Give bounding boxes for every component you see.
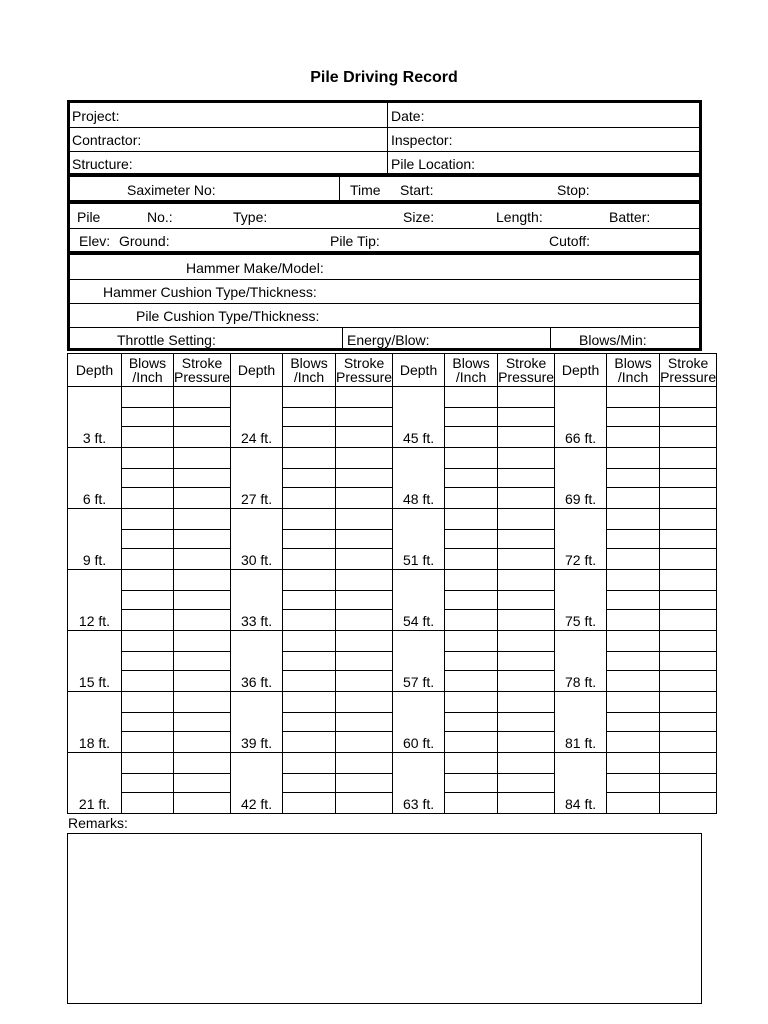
stroke-pressure-cell[interactable] bbox=[336, 631, 393, 652]
grid-row bbox=[68, 408, 717, 427]
stroke-pressure-cell[interactable] bbox=[336, 652, 393, 671]
stroke-header-line2: Pressure bbox=[498, 369, 555, 385]
blows-per-inch-cell[interactable] bbox=[607, 652, 660, 671]
blows-per-inch-cell[interactable] bbox=[283, 387, 336, 408]
stroke-pressure-cell[interactable] bbox=[660, 631, 717, 652]
pile-cushion-field[interactable]: Pile Cushion Type/Thickness: bbox=[136, 308, 320, 324]
blows-per-inch-cell[interactable] bbox=[445, 570, 498, 591]
blows-per-inch-cell[interactable] bbox=[122, 671, 174, 692]
blows-per-inch-cell[interactable] bbox=[445, 692, 498, 713]
depth-cell: 78 ft. bbox=[555, 631, 607, 692]
stroke-pressure-cell[interactable] bbox=[660, 774, 717, 793]
pile-no-field[interactable]: No.: bbox=[147, 209, 173, 225]
grid-row bbox=[68, 692, 717, 713]
pile-label: Pile bbox=[77, 209, 101, 225]
grid-row bbox=[68, 652, 717, 671]
stroke-pressure-cell[interactable] bbox=[498, 610, 555, 631]
blows-per-inch-cell[interactable] bbox=[283, 549, 336, 570]
stroke-pressure-cell[interactable] bbox=[174, 530, 231, 549]
stroke-pressure-cell[interactable] bbox=[498, 448, 555, 469]
stroke-pressure-cell[interactable] bbox=[174, 387, 231, 408]
blows-per-inch-cell[interactable] bbox=[122, 753, 174, 774]
blows-per-inch-header bbox=[445, 354, 498, 387]
depth-header: Depth bbox=[68, 354, 122, 387]
grid-row bbox=[68, 387, 717, 408]
project-info-section bbox=[67, 100, 702, 176]
depth-cell: 72 ft. bbox=[555, 509, 607, 570]
blows-per-inch-cell[interactable] bbox=[607, 732, 660, 753]
stroke-pressure-cell[interactable] bbox=[174, 570, 231, 591]
stroke-pressure-cell[interactable] bbox=[498, 427, 555, 448]
blows-min-field[interactable]: Blows/Min: bbox=[579, 332, 647, 348]
depth-cell: 21 ft. bbox=[68, 753, 122, 814]
stroke-pressure-cell[interactable] bbox=[498, 509, 555, 530]
blows-per-inch-cell[interactable] bbox=[122, 469, 174, 488]
stroke-pressure-cell[interactable] bbox=[174, 591, 231, 610]
stroke-pressure-cell[interactable] bbox=[660, 652, 717, 671]
blows-per-inch-cell[interactable] bbox=[607, 408, 660, 427]
stroke-pressure-cell[interactable] bbox=[336, 671, 393, 692]
blows-per-inch-cell[interactable] bbox=[122, 530, 174, 549]
blows-per-inch-cell[interactable] bbox=[607, 549, 660, 570]
hammer-section bbox=[67, 252, 702, 351]
blows-header-line2: /Inch bbox=[293, 369, 325, 385]
stroke-pressure-cell[interactable] bbox=[174, 671, 231, 692]
stroke-pressure-cell[interactable] bbox=[174, 774, 231, 793]
blows-per-inch-cell[interactable] bbox=[122, 631, 174, 652]
grid-row bbox=[68, 469, 717, 488]
blows-per-inch-cell[interactable] bbox=[607, 448, 660, 469]
blows-per-inch-cell[interactable] bbox=[122, 713, 174, 732]
depth-cell: 18 ft. bbox=[68, 692, 122, 753]
cutoff-field[interactable]: Cutoff: bbox=[549, 233, 590, 249]
stroke-pressure-cell[interactable] bbox=[498, 652, 555, 671]
blows-per-inch-cell[interactable] bbox=[607, 427, 660, 448]
depth-cell: 30 ft. bbox=[231, 509, 283, 570]
blows-per-inch-cell[interactable] bbox=[607, 591, 660, 610]
stroke-pressure-cell[interactable] bbox=[336, 488, 393, 509]
blow-count-grid bbox=[67, 353, 717, 814]
blows-per-inch-cell[interactable] bbox=[122, 652, 174, 671]
depth-cell: 12 ft. bbox=[68, 570, 122, 631]
stroke-pressure-cell[interactable] bbox=[174, 610, 231, 631]
blows-per-inch-cell[interactable] bbox=[283, 570, 336, 591]
elev-label: Elev: bbox=[79, 233, 111, 249]
stroke-pressure-cell[interactable] bbox=[336, 610, 393, 631]
grid-row bbox=[68, 631, 717, 652]
stroke-pressure-cell[interactable] bbox=[336, 469, 393, 488]
stroke-pressure-cell[interactable] bbox=[660, 692, 717, 713]
blows-per-inch-cell[interactable] bbox=[122, 732, 174, 753]
depth-cell: 75 ft. bbox=[555, 570, 607, 631]
depth-cell: 60 ft. bbox=[393, 692, 445, 753]
stroke-pressure-cell[interactable] bbox=[498, 753, 555, 774]
blows-per-inch-cell[interactable] bbox=[445, 591, 498, 610]
stroke-pressure-cell[interactable] bbox=[660, 671, 717, 692]
blows-per-inch-cell[interactable] bbox=[445, 774, 498, 793]
stroke-pressure-cell[interactable] bbox=[498, 732, 555, 753]
inspector-field[interactable]: Inspector: bbox=[391, 132, 453, 148]
stroke-pressure-cell[interactable] bbox=[498, 488, 555, 509]
remarks-box[interactable] bbox=[67, 833, 702, 1004]
blows-per-inch-cell[interactable] bbox=[283, 509, 336, 530]
stroke-pressure-cell[interactable] bbox=[498, 591, 555, 610]
depth-cell: 45 ft. bbox=[393, 387, 445, 448]
blows-per-inch-cell[interactable] bbox=[607, 774, 660, 793]
blows-per-inch-cell[interactable] bbox=[122, 549, 174, 570]
blows-per-inch-cell[interactable] bbox=[122, 509, 174, 530]
stroke-pressure-cell[interactable] bbox=[498, 408, 555, 427]
blows-per-inch-cell[interactable] bbox=[607, 610, 660, 631]
stroke-pressure-cell[interactable] bbox=[660, 610, 717, 631]
blows-per-inch-cell[interactable] bbox=[122, 610, 174, 631]
blows-per-inch-cell[interactable] bbox=[445, 469, 498, 488]
blows-per-inch-cell[interactable] bbox=[445, 610, 498, 631]
blows-per-inch-cell[interactable] bbox=[122, 774, 174, 793]
blows-per-inch-cell[interactable] bbox=[607, 793, 660, 814]
stroke-pressure-cell[interactable] bbox=[660, 488, 717, 509]
blows-header-line1: Blows bbox=[452, 355, 490, 371]
blows-per-inch-cell[interactable] bbox=[445, 652, 498, 671]
depth-cell: 48 ft. bbox=[393, 448, 445, 509]
depth-header: Depth bbox=[393, 354, 445, 387]
blows-per-inch-cell[interactable] bbox=[283, 671, 336, 692]
grid-row bbox=[68, 610, 717, 631]
blows-header-line2: /Inch bbox=[132, 369, 163, 385]
stroke-pressure-cell[interactable] bbox=[174, 793, 231, 814]
depth-cell: 9 ft. bbox=[68, 509, 122, 570]
blows-per-inch-cell[interactable] bbox=[283, 732, 336, 753]
stroke-pressure-cell[interactable] bbox=[336, 530, 393, 549]
stroke-pressure-cell[interactable] bbox=[174, 469, 231, 488]
blows-per-inch-cell[interactable] bbox=[283, 753, 336, 774]
depth-cell: 33 ft. bbox=[231, 570, 283, 631]
blows-per-inch-cell[interactable] bbox=[607, 671, 660, 692]
blows-per-inch-cell[interactable] bbox=[607, 509, 660, 530]
time-label: Time bbox=[350, 182, 381, 198]
pile-location-field[interactable]: Pile Location: bbox=[391, 156, 476, 172]
blows-per-inch-cell[interactable] bbox=[122, 570, 174, 591]
stroke-pressure-cell[interactable] bbox=[660, 530, 717, 549]
depth-cell: 66 ft. bbox=[555, 387, 607, 448]
depth-cell: 57 ft. bbox=[393, 631, 445, 692]
blows-per-inch-cell[interactable] bbox=[283, 793, 336, 814]
blows-per-inch-cell[interactable] bbox=[445, 713, 498, 732]
blows-per-inch-cell[interactable] bbox=[445, 753, 498, 774]
throttle-setting-field[interactable]: Throttle Setting: bbox=[117, 332, 216, 348]
stroke-pressure-cell[interactable] bbox=[174, 753, 231, 774]
stroke-pressure-cell[interactable] bbox=[174, 732, 231, 753]
depth-cell: 3 ft. bbox=[68, 387, 122, 448]
saximeter-field[interactable]: Saximeter No: bbox=[127, 182, 216, 198]
stroke-header-line2: Pressure bbox=[174, 369, 231, 385]
blows-per-inch-cell[interactable] bbox=[607, 530, 660, 549]
blows-per-inch-cell[interactable] bbox=[283, 488, 336, 509]
blows-per-inch-cell[interactable] bbox=[445, 448, 498, 469]
blows-per-inch-cell[interactable] bbox=[445, 387, 498, 408]
stroke-pressure-cell[interactable] bbox=[336, 692, 393, 713]
pile-batter-field[interactable]: Batter: bbox=[609, 209, 651, 225]
stop-field[interactable]: Stop: bbox=[557, 182, 590, 198]
stroke-pressure-cell[interactable] bbox=[498, 793, 555, 814]
blows-per-inch-cell[interactable] bbox=[445, 488, 498, 509]
blows-per-inch-cell[interactable] bbox=[283, 448, 336, 469]
stroke-pressure-cell[interactable] bbox=[660, 427, 717, 448]
stroke-pressure-cell[interactable] bbox=[498, 570, 555, 591]
blows-per-inch-cell[interactable] bbox=[607, 488, 660, 509]
grid-row bbox=[68, 793, 717, 814]
stroke-pressure-cell[interactable] bbox=[498, 774, 555, 793]
stroke-pressure-cell[interactable] bbox=[336, 408, 393, 427]
stroke-pressure-cell[interactable] bbox=[336, 448, 393, 469]
depth-cell: 36 ft. bbox=[231, 631, 283, 692]
hammer-make-model-field[interactable]: Hammer Make/Model: bbox=[186, 260, 324, 276]
stroke-header-line2: Pressure bbox=[660, 369, 717, 385]
blows-header-line2: /Inch bbox=[455, 369, 487, 385]
blows-per-inch-cell[interactable] bbox=[607, 631, 660, 652]
date-field[interactable]: Date: bbox=[391, 108, 425, 124]
contractor-field[interactable]: Contractor: bbox=[72, 132, 142, 148]
blows-per-inch-cell[interactable] bbox=[122, 591, 174, 610]
depth-cell: 15 ft. bbox=[68, 631, 122, 692]
grid-row bbox=[68, 591, 717, 610]
stroke-pressure-cell[interactable] bbox=[660, 570, 717, 591]
stroke-pressure-cell[interactable] bbox=[660, 732, 717, 753]
blows-per-inch-cell[interactable] bbox=[283, 427, 336, 448]
grid-row bbox=[68, 549, 717, 570]
stroke-pressure-cell[interactable] bbox=[660, 591, 717, 610]
stroke-pressure-cell[interactable] bbox=[174, 549, 231, 570]
stroke-pressure-cell[interactable] bbox=[498, 387, 555, 408]
grid-row bbox=[68, 774, 717, 793]
grid-row bbox=[68, 488, 717, 509]
blows-per-inch-cell[interactable] bbox=[607, 570, 660, 591]
stroke-pressure-cell[interactable] bbox=[336, 570, 393, 591]
grid-row bbox=[68, 732, 717, 753]
depth-cell: 84 ft. bbox=[555, 753, 607, 814]
depth-cell: 81 ft. bbox=[555, 692, 607, 753]
stroke-pressure-cell[interactable] bbox=[498, 692, 555, 713]
blows-per-inch-cell[interactable] bbox=[283, 692, 336, 713]
blows-header-line1: Blows bbox=[614, 355, 652, 371]
depth-cell: 24 ft. bbox=[231, 387, 283, 448]
blows-per-inch-cell[interactable] bbox=[283, 713, 336, 732]
blows-per-inch-cell[interactable] bbox=[122, 692, 174, 713]
project-field[interactable]: Project: bbox=[72, 108, 120, 124]
blows-per-inch-cell[interactable] bbox=[445, 671, 498, 692]
remarks-label: Remarks: bbox=[68, 815, 128, 831]
energy-blow-field[interactable]: Energy/Blow: bbox=[347, 332, 430, 348]
grid-row bbox=[68, 427, 717, 448]
blows-per-inch-cell[interactable] bbox=[445, 408, 498, 427]
blows-per-inch-cell[interactable] bbox=[445, 530, 498, 549]
stroke-pressure-header bbox=[498, 354, 555, 387]
depth-cell: 6 ft. bbox=[68, 448, 122, 509]
stroke-pressure-cell[interactable] bbox=[336, 793, 393, 814]
page-title: Pile Driving Record bbox=[310, 69, 458, 86]
stroke-pressure-cell[interactable] bbox=[498, 671, 555, 692]
depth-cell: 27 ft. bbox=[231, 448, 283, 509]
blows-per-inch-cell[interactable] bbox=[607, 469, 660, 488]
blows-per-inch-cell[interactable] bbox=[607, 713, 660, 732]
blows-per-inch-header bbox=[122, 354, 174, 387]
grid-header-row bbox=[68, 354, 717, 387]
structure-field[interactable]: Structure: bbox=[72, 156, 133, 172]
stroke-pressure-cell[interactable] bbox=[174, 408, 231, 427]
depth-cell: 39 ft. bbox=[231, 692, 283, 753]
grid-row bbox=[68, 509, 717, 530]
blows-per-inch-cell[interactable] bbox=[607, 753, 660, 774]
stroke-pressure-cell[interactable] bbox=[174, 652, 231, 671]
blows-header-line2: /Inch bbox=[617, 369, 649, 385]
stroke-pressure-cell[interactable] bbox=[336, 713, 393, 732]
blows-per-inch-cell[interactable] bbox=[445, 427, 498, 448]
blows-per-inch-header bbox=[283, 354, 336, 387]
blows-per-inch-cell[interactable] bbox=[607, 692, 660, 713]
saximeter-section bbox=[67, 174, 702, 203]
pile-details-section bbox=[67, 201, 702, 254]
stroke-pressure-header bbox=[336, 354, 393, 387]
stroke-pressure-cell[interactable] bbox=[660, 713, 717, 732]
stroke-pressure-cell[interactable] bbox=[660, 793, 717, 814]
blows-per-inch-cell[interactable] bbox=[283, 408, 336, 427]
blows-per-inch-cell[interactable] bbox=[445, 732, 498, 753]
pile-type-field[interactable]: Type: bbox=[233, 209, 268, 225]
stroke-header-line2: Pressure bbox=[336, 369, 393, 385]
blows-per-inch-cell[interactable] bbox=[283, 631, 336, 652]
stroke-pressure-cell[interactable] bbox=[660, 549, 717, 570]
grid-row bbox=[68, 530, 717, 549]
blows-per-inch-cell[interactable] bbox=[283, 610, 336, 631]
depth-cell: 42 ft. bbox=[231, 753, 283, 814]
stroke-pressure-cell[interactable] bbox=[498, 631, 555, 652]
stroke-pressure-cell[interactable] bbox=[336, 427, 393, 448]
stroke-header-line1: Stroke bbox=[181, 355, 223, 371]
blows-per-inch-header bbox=[607, 354, 660, 387]
stroke-pressure-cell[interactable] bbox=[174, 713, 231, 732]
blows-per-inch-cell[interactable] bbox=[607, 387, 660, 408]
stroke-pressure-cell[interactable] bbox=[336, 387, 393, 408]
stroke-pressure-cell[interactable] bbox=[660, 753, 717, 774]
stroke-pressure-cell[interactable] bbox=[498, 713, 555, 732]
stroke-pressure-cell[interactable] bbox=[174, 488, 231, 509]
stroke-pressure-cell[interactable] bbox=[336, 509, 393, 530]
grid-row bbox=[68, 570, 717, 591]
depth-header: Depth bbox=[555, 354, 607, 387]
stroke-pressure-cell[interactable] bbox=[336, 549, 393, 570]
blows-per-inch-cell[interactable] bbox=[445, 631, 498, 652]
stroke-pressure-cell[interactable] bbox=[174, 631, 231, 652]
stroke-pressure-cell[interactable] bbox=[498, 469, 555, 488]
depth-cell: 69 ft. bbox=[555, 448, 607, 509]
grid-row bbox=[68, 713, 717, 732]
blows-per-inch-cell[interactable] bbox=[122, 488, 174, 509]
stroke-header-line1: Stroke bbox=[343, 355, 385, 371]
stroke-pressure-cell[interactable] bbox=[660, 448, 717, 469]
stroke-pressure-cell[interactable] bbox=[174, 692, 231, 713]
hammer-cushion-field[interactable]: Hammer Cushion Type/Thickness: bbox=[103, 284, 317, 300]
blows-per-inch-cell[interactable] bbox=[283, 652, 336, 671]
stroke-pressure-cell[interactable] bbox=[174, 427, 231, 448]
blows-per-inch-cell[interactable] bbox=[122, 408, 174, 427]
stroke-pressure-cell[interactable] bbox=[336, 774, 393, 793]
ground-field[interactable]: Ground: bbox=[119, 233, 170, 249]
stroke-pressure-cell[interactable] bbox=[174, 448, 231, 469]
blows-per-inch-cell[interactable] bbox=[445, 549, 498, 570]
stroke-pressure-cell[interactable] bbox=[174, 509, 231, 530]
pile-length-field[interactable]: Length: bbox=[496, 209, 543, 225]
depth-header: Depth bbox=[231, 354, 283, 387]
blows-per-inch-cell[interactable] bbox=[283, 591, 336, 610]
depth-cell: 54 ft. bbox=[393, 570, 445, 631]
blows-per-inch-cell[interactable] bbox=[445, 793, 498, 814]
blows-per-inch-cell[interactable] bbox=[122, 448, 174, 469]
stroke-pressure-cell[interactable] bbox=[660, 387, 717, 408]
blows-per-inch-cell[interactable] bbox=[283, 469, 336, 488]
blows-per-inch-cell[interactable] bbox=[122, 427, 174, 448]
stroke-pressure-cell[interactable] bbox=[498, 530, 555, 549]
blows-header-line1: Blows bbox=[290, 355, 328, 371]
pile-size-field[interactable]: Size: bbox=[403, 209, 435, 225]
stroke-pressure-cell[interactable] bbox=[660, 509, 717, 530]
stroke-pressure-cell[interactable] bbox=[336, 591, 393, 610]
blows-per-inch-cell[interactable] bbox=[122, 387, 174, 408]
grid-row bbox=[68, 448, 717, 469]
pile-tip-field[interactable]: Pile Tip: bbox=[330, 233, 380, 249]
grid-row bbox=[68, 671, 717, 692]
stroke-pressure-header bbox=[174, 354, 231, 387]
depth-cell: 51 ft. bbox=[393, 509, 445, 570]
stroke-pressure-cell[interactable] bbox=[660, 408, 717, 427]
stroke-header-line1: Stroke bbox=[667, 355, 709, 371]
depth-cell: 63 ft. bbox=[393, 753, 445, 814]
stroke-pressure-header bbox=[660, 354, 717, 387]
blows-header-line1: Blows bbox=[128, 355, 167, 371]
blows-per-inch-cell[interactable] bbox=[283, 530, 336, 549]
grid-row bbox=[68, 753, 717, 774]
stroke-pressure-cell[interactable] bbox=[498, 549, 555, 570]
stroke-pressure-cell[interactable] bbox=[336, 753, 393, 774]
start-field[interactable]: Start: bbox=[400, 182, 434, 198]
stroke-header-line1: Stroke bbox=[505, 355, 547, 371]
blows-per-inch-cell[interactable] bbox=[283, 774, 336, 793]
stroke-pressure-cell[interactable] bbox=[660, 469, 717, 488]
blows-per-inch-cell[interactable] bbox=[445, 509, 498, 530]
stroke-pressure-cell[interactable] bbox=[336, 732, 393, 753]
blows-per-inch-cell[interactable] bbox=[122, 793, 174, 814]
